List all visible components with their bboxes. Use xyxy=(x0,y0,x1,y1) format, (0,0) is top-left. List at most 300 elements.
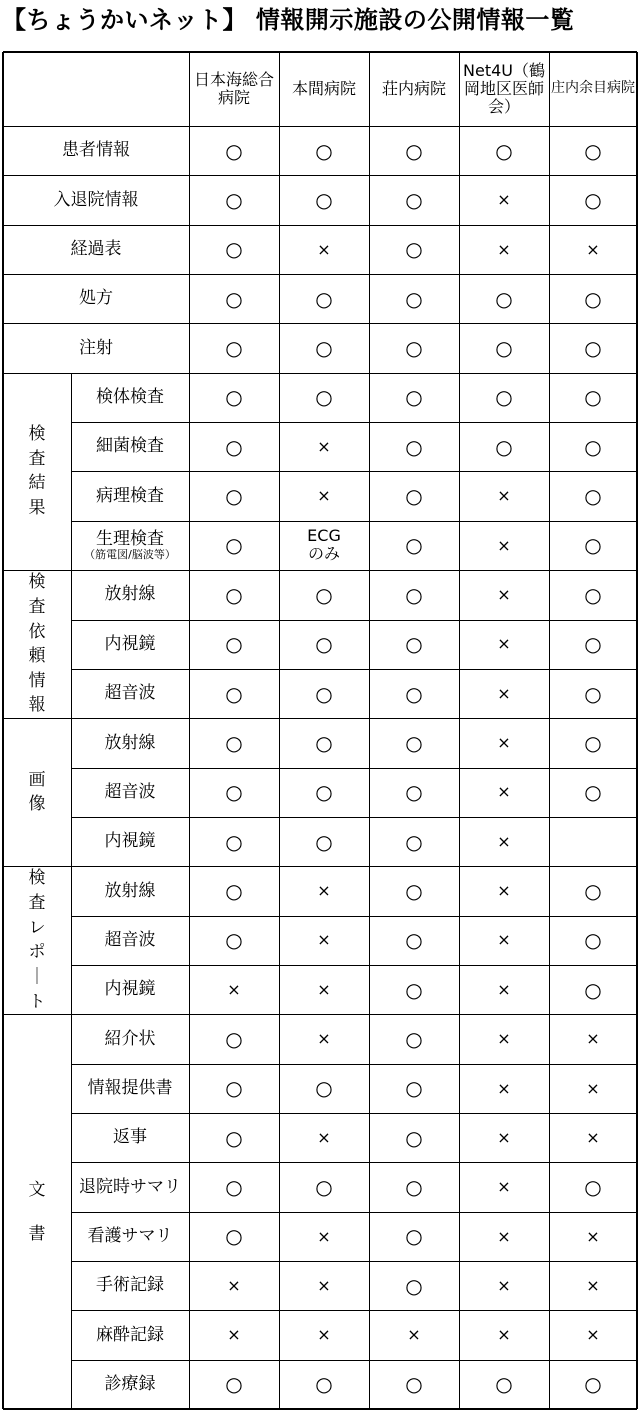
available-mark: ○ xyxy=(405,188,423,213)
value-cell xyxy=(549,422,637,471)
available-mark: ○ xyxy=(405,1175,423,1200)
unavailable-mark: × xyxy=(497,1078,511,1098)
value-cell xyxy=(549,1014,637,1063)
value-cell xyxy=(459,718,549,767)
grid-line xyxy=(71,1014,72,1409)
available-mark: ○ xyxy=(225,484,243,509)
grid-line xyxy=(279,52,280,1409)
value-cell xyxy=(459,1162,549,1211)
value-cell xyxy=(549,768,637,817)
value-cell xyxy=(189,1360,279,1409)
value-cell xyxy=(369,422,459,471)
grid-line xyxy=(71,373,72,570)
group-label-char: 書 xyxy=(28,1223,46,1244)
available-mark: ○ xyxy=(405,928,423,953)
available-mark: ○ xyxy=(315,632,333,657)
available-mark: ○ xyxy=(584,1175,602,1200)
grid-line xyxy=(71,718,72,866)
value-cell xyxy=(549,521,637,570)
available-mark: ○ xyxy=(225,1026,243,1051)
row-label xyxy=(3,323,189,372)
unavailable-mark: × xyxy=(586,1029,600,1049)
value-cell xyxy=(279,768,369,817)
grid-line xyxy=(3,718,637,719)
value-cell xyxy=(279,373,369,422)
unavailable-mark: × xyxy=(317,1127,331,1147)
value-cell xyxy=(369,718,459,767)
value-cell xyxy=(459,175,549,224)
value-cell xyxy=(279,620,369,669)
unavailable-mark: × xyxy=(317,979,331,999)
value-cell xyxy=(189,1310,279,1359)
available-mark: ○ xyxy=(584,1372,602,1397)
available-mark: ○ xyxy=(584,730,602,755)
row-label-text: 超音波 xyxy=(104,781,156,802)
grid-line xyxy=(71,521,637,522)
value-cell xyxy=(189,1064,279,1113)
value-cell xyxy=(369,1261,459,1310)
value-cell xyxy=(549,1360,637,1409)
group-label-char: 依 xyxy=(28,621,46,642)
available-mark: ○ xyxy=(584,434,602,459)
value-cell xyxy=(549,965,637,1014)
grid-line xyxy=(3,570,637,571)
row-label-text: 超音波 xyxy=(104,929,156,950)
available-mark: ○ xyxy=(584,188,602,213)
row-label-text: 生理検査 xyxy=(96,528,164,549)
row-label xyxy=(3,225,189,274)
value-cell xyxy=(459,1113,549,1162)
available-mark: ○ xyxy=(584,286,602,311)
grid-line xyxy=(71,1064,637,1065)
row-label-text: 紹介状 xyxy=(104,1028,156,1049)
row-label xyxy=(71,570,189,619)
unavailable-mark: × xyxy=(317,1029,331,1049)
value-cell xyxy=(189,965,279,1014)
unavailable-mark: × xyxy=(227,979,241,999)
available-mark: ○ xyxy=(225,138,243,163)
group-label-char: 検 xyxy=(28,868,46,889)
available-mark: ○ xyxy=(225,188,243,213)
unavailable-mark: × xyxy=(497,683,511,703)
value-cell xyxy=(369,471,459,520)
row-label-text: 放射線 xyxy=(104,732,156,753)
value-cell xyxy=(279,521,369,570)
row-label-text: 超音波 xyxy=(104,683,156,704)
available-mark: ○ xyxy=(405,829,423,854)
unavailable-mark: × xyxy=(497,1029,511,1049)
row-label-text: 麻酔記録 xyxy=(96,1324,164,1345)
grid-line xyxy=(71,471,637,472)
value-cell xyxy=(279,323,369,372)
row-label-text: 内視鏡 xyxy=(104,979,156,1000)
value-cell xyxy=(189,323,279,372)
value-cell xyxy=(369,1310,459,1359)
available-mark: ○ xyxy=(584,138,602,163)
row-label xyxy=(71,965,189,1014)
grid-line xyxy=(71,866,72,1014)
group-label-char: レ xyxy=(28,917,46,938)
row-label xyxy=(71,1113,189,1162)
available-mark: ○ xyxy=(495,385,513,410)
row-label-text: 細菌検査 xyxy=(96,436,164,457)
grid-line xyxy=(3,126,637,127)
grid-line xyxy=(3,51,637,53)
value-cell xyxy=(459,1261,549,1310)
value-cell xyxy=(549,570,637,619)
value-cell xyxy=(459,225,549,274)
value-cell xyxy=(189,1113,279,1162)
value-cell xyxy=(549,1261,637,1310)
value-cell xyxy=(459,274,549,323)
available-mark: ○ xyxy=(225,385,243,410)
available-mark: ○ xyxy=(315,582,333,607)
value-cell xyxy=(549,1162,637,1211)
value-cell xyxy=(369,866,459,915)
group-label-char: 文 xyxy=(28,1179,46,1200)
available-mark: ○ xyxy=(405,1273,423,1298)
value-cell xyxy=(459,965,549,1014)
unavailable-mark: × xyxy=(317,1325,331,1345)
value-cell xyxy=(369,817,459,866)
grid-line xyxy=(71,1162,637,1163)
value-cell xyxy=(459,669,549,718)
value-cell xyxy=(549,1310,637,1359)
row-label xyxy=(71,718,189,767)
available-mark: ○ xyxy=(495,336,513,361)
value-cell xyxy=(369,126,459,175)
unavailable-mark: × xyxy=(586,1325,600,1345)
row-label xyxy=(71,373,189,422)
value-cell xyxy=(459,1360,549,1409)
available-mark: ○ xyxy=(405,237,423,262)
value-text: ECG のみ xyxy=(307,526,341,564)
value-cell xyxy=(189,1212,279,1261)
available-mark: ○ xyxy=(315,730,333,755)
row-label-text: 処方 xyxy=(79,288,113,309)
value-cell xyxy=(549,718,637,767)
available-mark: ○ xyxy=(584,780,602,805)
value-cell xyxy=(459,916,549,965)
row-label-text: 病理検査 xyxy=(96,485,164,506)
value-cell xyxy=(369,570,459,619)
unavailable-mark: × xyxy=(497,930,511,950)
available-mark: ○ xyxy=(225,237,243,262)
value-cell xyxy=(549,669,637,718)
available-mark: ○ xyxy=(315,681,333,706)
grid-line xyxy=(3,866,637,867)
value-cell xyxy=(189,274,279,323)
value-cell xyxy=(549,471,637,520)
column-header xyxy=(459,52,549,126)
value-cell xyxy=(279,669,369,718)
available-mark: ○ xyxy=(225,1372,243,1397)
grid-line xyxy=(459,52,460,1409)
available-mark: ○ xyxy=(584,385,602,410)
value-cell xyxy=(189,866,279,915)
column-header-label: Net4U（鶴岡地区医師会） xyxy=(463,61,545,116)
value-cell xyxy=(279,471,369,520)
available-mark: ○ xyxy=(225,533,243,558)
value-cell xyxy=(459,620,549,669)
unavailable-mark: × xyxy=(497,535,511,555)
grid-line xyxy=(71,1310,637,1311)
value-cell xyxy=(279,718,369,767)
group-label-char: 報 xyxy=(28,695,46,716)
unavailable-mark: × xyxy=(317,436,331,456)
value-cell xyxy=(189,1014,279,1063)
value-cell xyxy=(279,422,369,471)
value-cell xyxy=(369,965,459,1014)
unavailable-mark: × xyxy=(497,831,511,851)
grid-line xyxy=(71,768,637,769)
value-cell xyxy=(459,866,549,915)
value-cell xyxy=(549,373,637,422)
available-mark: ○ xyxy=(315,1372,333,1397)
value-cell xyxy=(369,620,459,669)
column-header xyxy=(369,52,459,126)
grid-line xyxy=(369,52,370,1409)
value-cell xyxy=(279,175,369,224)
grid-line xyxy=(71,1360,637,1361)
row-label-text: 診療録 xyxy=(104,1374,156,1395)
row-label xyxy=(71,620,189,669)
unavailable-mark: × xyxy=(497,585,511,605)
group-label xyxy=(3,1014,71,1409)
value-cell xyxy=(549,274,637,323)
grid-line xyxy=(71,1212,637,1213)
available-mark: ○ xyxy=(405,1372,423,1397)
grid-line xyxy=(71,570,72,718)
row-label-text: 患者情報 xyxy=(62,140,130,161)
group-label-char: ｜ xyxy=(28,966,46,987)
unavailable-mark: × xyxy=(497,486,511,506)
available-mark: ○ xyxy=(405,878,423,903)
grid-line xyxy=(71,422,637,423)
available-mark: ○ xyxy=(315,1175,333,1200)
available-mark: ○ xyxy=(225,928,243,953)
group-label-char: 検 xyxy=(28,572,46,593)
row-label xyxy=(3,274,189,323)
unavailable-mark: × xyxy=(497,1275,511,1295)
value-cell xyxy=(279,126,369,175)
column-header-label: 日本海総合病院 xyxy=(193,70,274,107)
value-cell xyxy=(189,175,279,224)
grid-line xyxy=(71,1113,637,1114)
unavailable-mark: × xyxy=(317,881,331,901)
row-label xyxy=(71,1064,189,1113)
grid-line xyxy=(71,817,637,818)
row-label-text: 内視鏡 xyxy=(104,633,156,654)
row-label-text: 放射線 xyxy=(104,880,156,901)
available-mark: ○ xyxy=(405,286,423,311)
value-cell xyxy=(189,126,279,175)
value-cell xyxy=(279,274,369,323)
value-cell xyxy=(189,718,279,767)
available-mark: ○ xyxy=(225,632,243,657)
available-mark: ○ xyxy=(225,1076,243,1101)
grid-line xyxy=(636,52,638,1409)
unavailable-mark: × xyxy=(586,1275,600,1295)
available-mark: ○ xyxy=(405,1125,423,1150)
available-mark: ○ xyxy=(495,138,513,163)
group-label-char: 検 xyxy=(28,424,46,445)
column-header-label: 本間病院 xyxy=(291,79,356,99)
value-cell xyxy=(189,817,279,866)
page-title: 【ちょうかいネット】 情報開示施設の公開情報一覧 xyxy=(2,6,575,34)
unavailable-mark: × xyxy=(497,1177,511,1197)
row-label-text: 内視鏡 xyxy=(104,831,156,852)
group-label-char: 果 xyxy=(28,498,46,519)
value-cell xyxy=(369,1212,459,1261)
value-cell xyxy=(549,175,637,224)
value-cell xyxy=(549,1064,637,1113)
value-cell xyxy=(369,1162,459,1211)
row-label-text: 注射 xyxy=(79,337,113,358)
value-cell xyxy=(549,866,637,915)
available-mark: ○ xyxy=(315,385,333,410)
column-header xyxy=(189,52,279,126)
header-corner xyxy=(3,52,189,126)
row-label-text: 退院時サマリ xyxy=(79,1176,181,1197)
unavailable-mark: × xyxy=(497,239,511,259)
available-mark: ○ xyxy=(405,533,423,558)
group-label-char: 画 xyxy=(28,769,46,790)
available-mark: ○ xyxy=(405,138,423,163)
available-mark: ○ xyxy=(225,681,243,706)
grid-line xyxy=(3,274,637,275)
available-mark: ○ xyxy=(584,632,602,657)
row-label xyxy=(71,768,189,817)
available-mark: ○ xyxy=(225,1175,243,1200)
value-cell xyxy=(369,175,459,224)
row-sublabel: （筋電図/脳波等） xyxy=(84,548,176,562)
value-cell xyxy=(189,1261,279,1310)
available-mark: ○ xyxy=(225,1224,243,1249)
value-cell xyxy=(279,1064,369,1113)
grid-line xyxy=(549,52,550,1409)
unavailable-mark: × xyxy=(497,1226,511,1246)
available-mark: ○ xyxy=(405,730,423,755)
grid-line xyxy=(71,916,637,917)
available-mark: ○ xyxy=(584,681,602,706)
available-mark: ○ xyxy=(315,188,333,213)
value-cell xyxy=(549,916,637,965)
row-label-text: 手術記録 xyxy=(96,1275,164,1296)
available-mark: ○ xyxy=(405,1076,423,1101)
value-cell xyxy=(189,768,279,817)
unavailable-mark: × xyxy=(227,1275,241,1295)
value-cell xyxy=(459,1310,549,1359)
row-label xyxy=(71,1360,189,1409)
available-mark: ○ xyxy=(405,1224,423,1249)
row-label-text: 検体検査 xyxy=(96,387,164,408)
group-label-char: 査 xyxy=(28,892,46,913)
unavailable-mark: × xyxy=(586,1127,600,1147)
value-cell xyxy=(189,669,279,718)
available-mark: ○ xyxy=(495,434,513,459)
value-cell xyxy=(459,521,549,570)
available-mark: ○ xyxy=(495,286,513,311)
value-cell xyxy=(549,1113,637,1162)
column-header-label: 荘内病院 xyxy=(381,79,446,99)
value-cell xyxy=(369,1064,459,1113)
grid-line xyxy=(71,669,637,670)
available-mark: ○ xyxy=(225,582,243,607)
group-label-char: 像 xyxy=(28,794,46,815)
value-cell xyxy=(369,669,459,718)
value-cell xyxy=(279,225,369,274)
row-label xyxy=(71,1014,189,1063)
unavailable-mark: × xyxy=(586,1078,600,1098)
grid-line xyxy=(3,323,637,324)
available-mark: ○ xyxy=(405,434,423,459)
unavailable-mark: × xyxy=(497,782,511,802)
available-mark: ○ xyxy=(315,1076,333,1101)
unavailable-mark: × xyxy=(407,1325,421,1345)
unavailable-mark: × xyxy=(497,881,511,901)
value-cell xyxy=(369,373,459,422)
row-label xyxy=(71,471,189,520)
value-cell xyxy=(549,620,637,669)
row-label-text: 経過表 xyxy=(70,239,122,260)
value-cell xyxy=(189,570,279,619)
available-mark: ○ xyxy=(315,138,333,163)
value-cell xyxy=(189,521,279,570)
group-label xyxy=(3,570,71,718)
available-mark: ○ xyxy=(584,928,602,953)
value-cell xyxy=(459,1014,549,1063)
value-cell xyxy=(279,570,369,619)
unavailable-mark: × xyxy=(317,239,331,259)
group-label-char: ポ xyxy=(28,942,46,963)
grid-line xyxy=(189,52,190,1409)
grid-line xyxy=(3,1014,637,1015)
value-cell xyxy=(279,1113,369,1162)
value-cell xyxy=(459,373,549,422)
available-mark: ○ xyxy=(225,434,243,459)
value-cell xyxy=(189,916,279,965)
unavailable-mark: × xyxy=(497,1127,511,1147)
value-cell xyxy=(189,471,279,520)
row-label xyxy=(3,126,189,175)
value-cell xyxy=(549,126,637,175)
available-mark: ○ xyxy=(405,632,423,657)
column-header-label: 庄内余目病院 xyxy=(551,80,635,97)
group-label-char: 査 xyxy=(28,596,46,617)
group-label-char: 頼 xyxy=(28,646,46,667)
unavailable-mark: × xyxy=(317,1275,331,1295)
unavailable-mark: × xyxy=(317,486,331,506)
available-mark: ○ xyxy=(315,829,333,854)
value-cell xyxy=(279,1310,369,1359)
row-label-text: 返事 xyxy=(113,1127,147,1148)
available-mark: ○ xyxy=(405,582,423,607)
unavailable-mark: × xyxy=(227,1325,241,1345)
available-mark: ○ xyxy=(225,336,243,361)
group-label-char: 情 xyxy=(28,670,46,691)
row-label xyxy=(71,817,189,866)
column-header xyxy=(279,52,369,126)
value-cell xyxy=(459,126,549,175)
available-mark: ○ xyxy=(584,582,602,607)
value-cell xyxy=(369,225,459,274)
value-cell xyxy=(549,1212,637,1261)
available-mark: ○ xyxy=(405,336,423,361)
value-cell xyxy=(279,1162,369,1211)
available-mark: ○ xyxy=(405,780,423,805)
available-mark: ○ xyxy=(584,878,602,903)
